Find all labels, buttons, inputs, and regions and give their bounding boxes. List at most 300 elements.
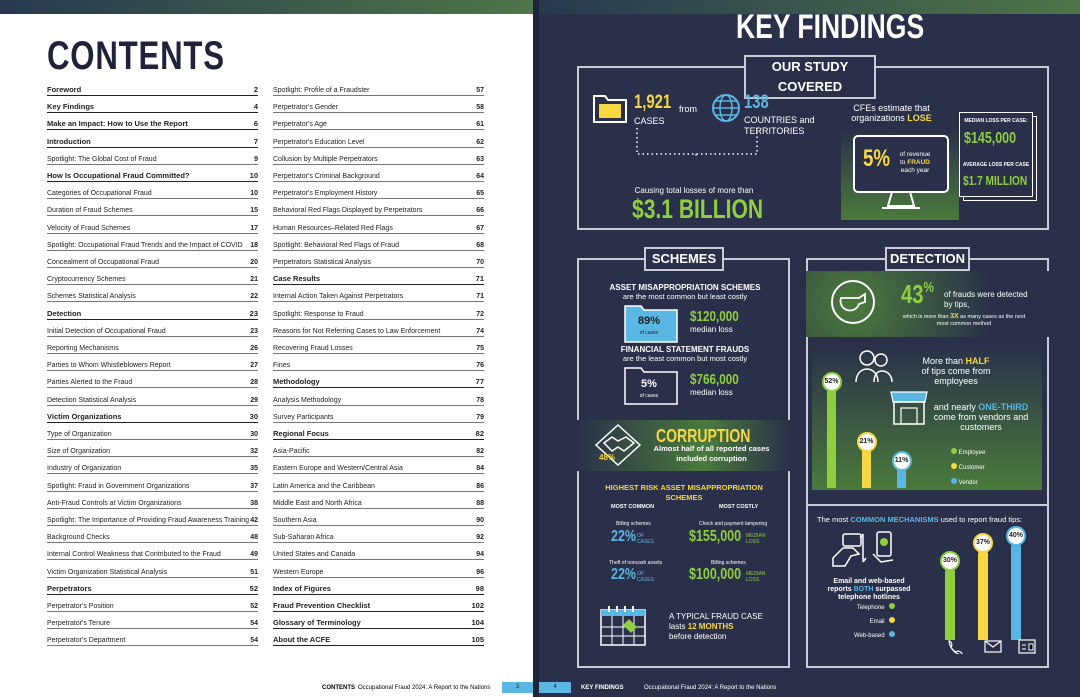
toc-entry[interactable] [47,599,258,612]
toc-entry-page: 66 [476,207,484,215]
toc-entry-page: 86 [476,482,484,490]
toc-entry-page: 29 [250,396,258,404]
toc-entry-page: 2 [253,85,258,94]
most-costly-label: MOST COSTLY [719,504,759,510]
toc-entry-page: 49 [250,551,258,559]
toc-entry[interactable] [273,461,484,474]
toc-entry-title: Foreword [47,85,82,94]
bar-label: 40% [1006,526,1026,546]
losses-value: $3.1 BILLION [632,194,764,224]
toc-entry-title: Spotlight: Profile of a Fraudster [273,87,370,94]
toc-entry[interactable] [273,117,484,130]
cases-label: CASES [634,116,665,126]
asset-cases-label: of cases [639,330,659,336]
bar-customer [862,448,871,488]
toc-entry-title: Velocity of Fraud Schemes [47,224,131,232]
toc-entry-page: 54 [250,620,258,628]
toc-entry-title: Perpetrator's Tenure [47,620,111,628]
highest-risk-title: HIGHEST RISK ASSET MISAPPROPRIATION SCHEMES [605,483,763,502]
toc-entry-page: 67 [476,224,484,232]
toc-entry-title: Introduction [47,136,91,146]
hr4-median-loss: MEDIAN LOSS [746,571,766,583]
toc-entry[interactable] [273,479,484,492]
legend-label: Email [869,619,885,625]
toc-entry[interactable] [47,496,258,509]
legend-item [854,629,895,643]
connector-dots [634,128,764,158]
toc-entry-title: Perpetrator's Education Level [273,138,365,146]
toc-entry[interactable] [273,255,484,268]
toc-entry[interactable] [273,616,484,629]
toc-entry-page: 90 [476,517,484,524]
toc-entry-title: Perpetrator's Employment History [273,190,378,198]
cases-number: 1,921 [634,92,672,113]
toc-entry-page: 30 [249,411,258,421]
detection-heading: DETECTION [885,247,970,271]
toc-entry[interactable] [47,203,258,216]
average-loss-label: AVERAGE LOSS PER CASE [962,162,1030,168]
toc-entry[interactable] [47,117,258,130]
toc-entry-title: Background Checks [47,534,110,542]
toc-entry-title: Perpetrator's Age [273,121,327,129]
toc-entry[interactable] [47,461,258,474]
toc-entry-page: 62 [476,138,484,146]
toc-entry-page: 102 [471,601,484,610]
toc-entry-title: Survey Participants [273,413,334,421]
bar-telephone [945,567,955,641]
hr4-value: $100,000 [689,566,742,583]
toc-entry-page: 96 [476,568,484,576]
mechanisms-chart [939,530,1039,640]
tips-percent: 43% [901,279,934,309]
toc-entry-title: Asia-Pacific [273,448,310,456]
footer-text: Occupational Fraud 2024: A Report to the Nations [644,684,777,691]
legend-label: Customer [958,465,985,471]
toc-entry-page: 35 [250,465,258,473]
toc-entry-title: Spotlight: The Importance of Providing Fraud Awareness Training [47,517,250,524]
toc-entry-page: 70 [476,259,484,266]
whistle-icon [829,278,877,326]
fs-percent: 5% [641,378,657,390]
toc-entry[interactable] [273,410,484,423]
hr1-label: Billing schemes [616,521,651,527]
hr1-percent: 22% [611,528,636,545]
typical-case-text: A TYPICAL FRAUD CASE lasts 12 MONTHS before detection [669,612,763,641]
toc-entry[interactable] [273,358,484,371]
toc-entry-page: 98 [475,583,484,593]
bar-email [978,549,988,640]
divider [806,504,1049,506]
toc-entry[interactable] [273,393,484,406]
half-text: More than HALF of tips come from employees [921,356,991,386]
median-loss-value: $145,000 [964,130,1017,147]
toc-entry-title: Glossary of Terminology [273,618,361,628]
toc-entry-title: United States and Canada [273,551,356,559]
toc-entry-page: 10 [250,190,258,198]
toc-entry[interactable] [273,152,484,165]
toc-entry-page: 17 [250,224,258,232]
toc-entry-page: 20 [250,259,258,266]
countries-label: COUNTRIES and TERRITORIES [744,115,815,136]
toc-entry-title: Collusion by Multiple Perpetrators [273,155,378,163]
toc-entry-title: Anti-Fraud Controls at Victim Organizations [47,499,182,507]
toc-entry[interactable] [47,341,258,354]
toc-entry-title: Latin America and the Caribbean [273,482,375,490]
toc-entry-page: 82 [475,429,484,438]
mechanism-icons [947,638,1037,654]
toc-entry[interactable] [47,565,258,578]
toc-entry-page: 54 [250,637,258,645]
toc-entry-page: 64 [476,173,484,180]
toc-entry-title: Make an Impact: How to Use the Report [47,119,188,129]
bar-employee [827,388,836,488]
toc-entry-page: 58 [476,104,484,112]
toc-entry-title: Index of Figures [273,583,331,593]
tips-comparison: which is more than 3X as many cases as the next most common method [902,313,1026,327]
toc-entry-title: Internal Action Taken Against Perpetrators [273,293,404,301]
toc-entry-page: 52 [249,583,258,593]
toc-entry-title: Perpetrator's Department [47,637,126,645]
toc-entry-title: Regional Focus [273,429,329,438]
toc-entry[interactable] [273,633,484,646]
toc-entry-title: Middle East and North Africa [273,499,362,507]
toc-entry-title: Sub-Saharan Africa [273,534,334,542]
toc-entry-page: 21 [250,276,258,284]
legend-dot [951,463,957,469]
toc-entry[interactable] [47,547,258,560]
folder-icon [592,92,628,124]
toc-entry[interactable] [47,307,258,320]
toc-entry-page: 63 [476,155,484,163]
median-loss-label: MEDIAN LOSS PER CASE: [964,118,1028,124]
toc-entry-page: 4 [253,102,258,112]
fs-median-label: median loss [690,388,733,397]
hr2-label: Theft of noncash assets [609,560,663,566]
reporting-icons [829,528,909,572]
toc-entry-title: Parties to Whom Whistleblowers Report [47,362,171,370]
toc-entry[interactable] [273,547,484,560]
legend-item [947,461,985,476]
legend-item [854,601,895,615]
legend-label: Telephone [856,605,885,611]
asset-median-label: median loss [690,325,733,334]
toc-entry-title: Spotlight: Response to Fraud [273,310,364,318]
toc-entry[interactable] [47,169,258,182]
toc-entry-title: Case Results [273,274,321,284]
toc-entry-page: 84 [476,465,484,473]
toc-entry-title: Victim Organizations [47,411,122,421]
cfe-estimate-label: CFEs estimate that organizations LOSE [851,103,932,123]
toc-entry[interactable] [47,582,258,595]
toc-entry-page: 79 [476,413,484,421]
toc-entry-page: 30 [250,431,258,438]
toc-entry[interactable] [273,83,484,96]
toc-entry[interactable] [273,324,484,337]
toc-entry-page: 48 [250,534,258,542]
toc-entry[interactable] [273,135,484,148]
revenue-percent: 5% [863,145,891,172]
legend-dot [951,448,957,454]
footer-text: Occupational Fraud 2024: A Report to the Nations [358,684,491,691]
legend-dot [889,617,895,623]
fs-subtitle: are the least common but most costly [622,354,748,363]
tips-text: of frauds were detected by tips, [944,290,1028,309]
toc-entry-title: Size of Organization [47,448,111,456]
toc-entry[interactable] [47,238,258,251]
footer-label: KEY FINDINGS [581,684,624,691]
toc-entry[interactable] [47,410,258,423]
toc-entry-page: 26 [250,345,258,352]
toc-entry-page: 75 [476,345,484,352]
toc-entry-title: Industry of Organization [47,465,122,473]
toc-entry[interactable] [47,633,258,646]
calendar-icon [599,605,647,647]
toc-entry-title: About the ACFE [273,635,331,645]
bar-label: 52% [822,372,842,392]
countries-number: 138 [744,92,769,113]
toc-entry[interactable] [47,375,258,388]
toc-entry-page: 88 [476,499,484,507]
toc-entry-page: 28 [250,379,258,387]
toc-entry[interactable] [47,358,258,371]
schemes-heading: SCHEMES [644,247,724,271]
legend-label: Web-based [854,633,885,639]
toc-entry[interactable] [47,479,258,492]
toc-entry[interactable] [273,203,484,216]
bar-label: 30% [940,551,960,571]
toc-entry-title: Cryptocurrency Schemes [47,276,126,284]
hr3-value: $155,000 [689,528,742,545]
toc-entry[interactable] [273,186,484,199]
toc-entry-page: 23 [250,327,258,335]
toc-entry-page: 15 [250,207,258,215]
bar-label: 21% [857,432,877,452]
toc-entry[interactable] [47,444,258,457]
toc-entry-title: Duration of Fraud Schemes [47,207,133,215]
toc-entry[interactable] [47,513,258,526]
toc-entry[interactable] [47,83,258,96]
toc-entry-page: 42 [250,517,258,524]
toc-entry[interactable] [47,255,258,268]
toc-entry-page: 7 [253,136,258,146]
footer-page-number: 3 [502,682,533,693]
toc-entry-page: 82 [476,448,484,456]
third-text: and nearly ONE-THIRD come from vendors and customers [933,402,1029,432]
left-footer [322,678,533,697]
hr3-median-loss: MEDIAN LOSS [746,533,766,545]
toc-entry-page: 57 [476,87,484,94]
toc-entry-title: Human Resources–Related Red Flags [273,224,393,232]
legend-item [947,446,985,461]
average-loss-value: $1.7 MILLION [963,173,1028,188]
toc-entry-page: 92 [476,534,484,542]
toc-entry[interactable] [47,135,258,148]
toc-entry[interactable] [47,324,258,337]
toc-entry-title: Spotlight: Fraud in Government Organizations [47,482,190,490]
toc-entry[interactable] [47,100,258,113]
toc-entry-title: Perpetrators Statistical Analysis [273,259,372,266]
bar-label: 37% [973,533,993,553]
toc-entry-title: Detection Statistical Analysis [47,396,137,404]
toc-entry[interactable] [273,289,484,302]
fs-median-loss: $766,000 [690,371,739,388]
legend-dot [951,478,957,484]
fs-cases-label: of cases [639,393,659,399]
toc-entry-page: 72 [476,310,484,318]
toc-entry-title: Behavioral Red Flags Displayed by Perpetrators [273,207,423,215]
toc-entry-title: Spotlight: Behavioral Red Flags of Fraud [273,241,400,249]
legend-dot [889,603,895,609]
legend-item [947,476,985,491]
toc-entry[interactable] [273,599,484,612]
toc-entry-title: Initial Detection of Occupational Fraud [47,327,166,335]
hr4-label: Billing schemes [711,560,746,566]
toc-entry-title: Type of Organization [47,431,112,438]
toc-entry-title: Concealment of Occupational Fraud [47,259,160,266]
footer-page-number: 4 [539,682,571,693]
toc-entry-page: 51 [250,568,258,576]
bar-web-based [1011,542,1021,640]
toc-entry-title: Categories of Occupational Fraud [47,190,152,198]
footer-label: CONTENTS [322,684,355,691]
toc-entry-page: 71 [476,293,484,301]
toc-entry-title: Parties Alerted to the Fraud [47,379,133,387]
toc-entry-title: Methodology [273,377,320,387]
toc-entry-title: Recovering Fraud Losses [273,345,353,352]
toc-entry[interactable] [273,496,484,509]
toc-entry-title: Fines [273,362,291,370]
toc-entry-page: 68 [476,241,484,249]
toc-entry-page: 61 [476,121,484,129]
toc-entry-page: 78 [476,396,484,404]
toc-entry[interactable] [273,565,484,578]
toc-entry[interactable] [273,427,484,440]
toc-entry-title: Reporting Mechanisms [47,345,119,352]
legend-label: Vendor [958,480,978,486]
toc-entry[interactable] [47,530,258,543]
toc-entry-page: 52 [250,603,258,610]
toc-entry-title: Detection [47,308,82,318]
toc-entry-title: Spotlight: The Global Cost of Fraud [47,155,157,163]
asset-median-loss: $120,000 [690,308,739,325]
legend-item [854,615,895,629]
legend-dot [889,631,895,637]
contents-title: CONTENTS [47,34,225,78]
toc-entry[interactable] [47,393,258,406]
toc-entry-page: 18 [250,241,258,249]
toc-entry-page: 65 [476,190,484,198]
toc-entry-page: 105 [471,635,484,645]
key-findings-page [539,0,1080,697]
toc-entry[interactable] [273,444,484,457]
asset-percent: 89% [637,315,661,327]
toc-entry-title: Eastern Europe and Western/Central Asia [273,465,403,473]
toc-entry-page: 94 [476,551,484,559]
toc-entry-page: 77 [475,377,484,387]
bar-label: 11% [892,451,912,471]
toc-entry[interactable] [273,221,484,234]
toc-entry[interactable] [47,186,258,199]
toc-entry-page: 76 [476,362,484,370]
toc-entry[interactable] [47,272,258,285]
toc-entry-page: 37 [250,482,258,490]
toc-entry[interactable] [47,289,258,302]
toc-entry-title: Spotlight: Occupational Fraud Trends and the Impact of COVID [47,241,243,249]
toc-entry[interactable] [273,100,484,113]
toc-entry-page: 10 [249,171,258,180]
revenue-text: of revenue to FRAUD each year [899,151,931,174]
toc-entry-title: Perpetrator's Criminal Background [273,173,380,180]
losses-label: Causing total losses of more than [634,186,754,195]
toc-entry-page: 22 [250,293,258,301]
mechanisms-title: The most COMMON MECHANISMS used to report fraud tips: [817,515,1023,524]
from-label: from [679,104,697,114]
toc-entry-page: 32 [250,448,258,456]
toc-entry-title: Reasons for Not Referring Cases to Law Enforcement [273,327,441,335]
hr1-of-cases: OF CASES [637,533,654,545]
toc-entry[interactable] [273,513,484,526]
toc-entry[interactable] [47,152,258,165]
contents-page [0,0,533,697]
toc-entry-title: Victim Organization Statistical Analysis [47,568,168,576]
toc-entry[interactable] [47,616,258,629]
toc-entry-page: 9 [254,155,258,163]
tip-sources-chart [821,374,921,488]
toc-entry[interactable] [47,221,258,234]
hr3-label: Check and payment tampering [699,521,768,527]
toc-entry[interactable] [273,169,484,182]
toc-entry[interactable] [273,238,484,251]
toc-entry-title: Fraud Prevention Checklist [273,601,371,610]
sources-legend [947,446,985,491]
toc-entry[interactable] [47,427,258,440]
asset-title: ASSET MISAPPROPRIATION SCHEMES [609,283,761,292]
toc-entry-page: 27 [250,362,258,370]
mechanisms-legend [854,601,895,643]
toc-entry-title: Internal Control Weakness that Contributed to the Fraud [47,551,221,559]
toc-entry-title: Perpetrators [47,583,92,593]
toc-entry[interactable] [273,341,484,354]
toc-entry[interactable] [273,307,484,320]
toc-entry-title: Perpetrator's Position [47,603,114,610]
corruption-title: CORRUPTION [656,426,751,446]
corruption-percent: 48% [599,453,616,462]
toc-entry-title: Analysis Methodology [273,396,342,404]
toc-entry-title: Key Findings [47,102,95,112]
toc-entry-title: Perpetrator's Gender [273,104,339,112]
globe-icon [711,93,741,123]
study-heading: OUR STUDY COVERED [744,55,876,99]
legend-label: Employee [958,450,986,456]
toc-entry-page: 104 [471,618,484,628]
toc-entry-title: Schemes Statistical Analysis [47,293,136,301]
toc-entry[interactable] [273,272,484,285]
toc-entry-title: Southern Asia [273,517,317,524]
toc-entry-page: 23 [249,308,258,318]
asset-subtitle: are the most common but least costly [622,292,748,301]
toc-entry[interactable] [273,530,484,543]
toc-entry[interactable] [273,582,484,595]
toc-entry-title: Western Europe [273,568,324,576]
fs-title: FINANCIAL STATEMENT FRAUDS [620,345,750,354]
key-findings-title: KEY FINDINGS [736,8,925,46]
most-common-label: MOST COMMON [611,504,655,510]
toc-entry-page: 71 [475,274,484,284]
toc-entry-page: 6 [253,119,258,129]
toc-entry[interactable] [273,375,484,388]
corruption-subtitle: Almost half of all reported cases included corruption [653,444,770,463]
toc-entry-page: 38 [250,499,258,507]
